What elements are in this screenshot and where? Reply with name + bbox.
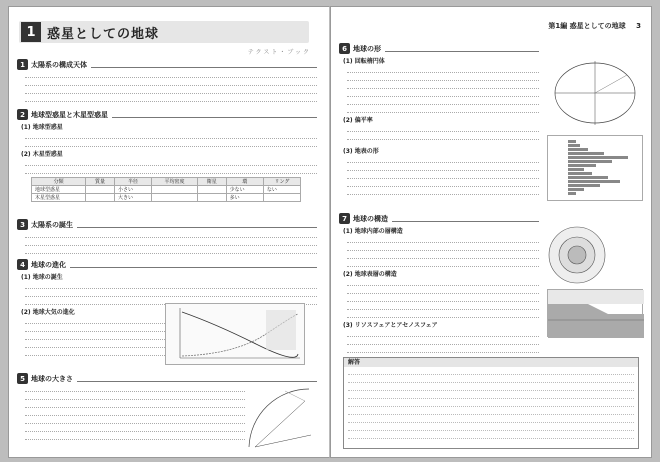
crust-section-diagram	[547, 289, 643, 337]
table-cell: 小さい	[114, 186, 151, 194]
histogram-bar	[568, 192, 576, 195]
section-1	[17, 59, 317, 102]
section-title: 地球の進化	[31, 260, 66, 269]
section-title: 地球の形	[353, 44, 381, 53]
section-number: 2	[17, 109, 28, 120]
running-head	[540, 21, 641, 31]
item-label: (2) 偏平率	[343, 117, 373, 124]
planet-table	[31, 177, 301, 202]
table-cell: 地球型惑星	[32, 186, 86, 194]
histogram-bar	[568, 140, 576, 143]
histogram-bar	[568, 148, 588, 151]
histogram-bar	[568, 164, 596, 167]
chapter-subtitle: テクスト・ブック	[247, 49, 311, 56]
item-label: (2) 木星型惑星	[21, 151, 63, 158]
item-label: (3) リソスフェアとアセノスフェア	[343, 322, 438, 329]
earth-layers-diagram	[547, 225, 643, 285]
histogram-bar	[568, 156, 628, 159]
histogram-bar	[568, 168, 584, 171]
histogram-bar	[568, 176, 608, 179]
table-cell	[86, 186, 115, 194]
section-number: 3	[17, 219, 28, 230]
table-cell	[197, 186, 226, 194]
section-title: 地球型惑星と木星型惑星	[31, 110, 108, 119]
item-label: (1) 地球内部の層構造	[343, 228, 403, 235]
histogram-bars	[548, 136, 644, 202]
section-number: 6	[339, 43, 350, 54]
table-cell: 木星型惑星	[32, 194, 86, 202]
table-header: 衛星	[197, 178, 226, 186]
answer-box-title: 解答	[344, 358, 638, 367]
item-label: (2) 地球表層の構造	[343, 271, 397, 278]
section-title: 地球の大きさ	[31, 374, 73, 383]
histogram-bar	[568, 160, 612, 163]
item-label: (1) 地球の誕生	[21, 274, 63, 281]
section-2	[17, 109, 317, 202]
atmosphere-curves	[166, 304, 306, 366]
table-cell	[86, 194, 115, 202]
table-cell: 多い	[226, 194, 263, 202]
chapter-title: 惑星としての地球	[47, 26, 160, 42]
histogram-bar	[568, 180, 620, 183]
section-6	[339, 43, 539, 195]
atmosphere-graph	[165, 303, 305, 365]
running-head-text: 第1編 惑星としての地球	[548, 22, 626, 30]
table-cell	[197, 194, 226, 202]
eratosthenes-diagram	[245, 385, 317, 451]
table-header: 環	[226, 178, 263, 186]
section-title: 太陽系の構成天体	[31, 60, 87, 69]
section-number: 5	[17, 373, 28, 384]
section-title: 太陽系の誕生	[31, 220, 73, 229]
table-cell	[152, 194, 198, 202]
histogram-bar	[568, 152, 604, 155]
answer-box	[343, 357, 639, 449]
section-number: 7	[339, 213, 350, 224]
right-page	[330, 6, 652, 458]
section-7	[339, 213, 539, 353]
table-header: 平均密度	[152, 178, 198, 186]
table-header: 質量	[86, 178, 115, 186]
item-label: (2) 地球大気の進化	[21, 309, 75, 316]
histogram-bar	[568, 144, 580, 147]
page-spread	[8, 6, 652, 458]
section-number: 4	[17, 259, 28, 270]
left-page	[8, 6, 330, 458]
section-title: 地球の構造	[353, 214, 388, 223]
table-cell: 大きい	[114, 194, 151, 202]
table-cell: ない	[263, 186, 300, 194]
chapter-number: 1	[21, 22, 41, 42]
histogram-bar	[568, 172, 592, 175]
table-header: 半径	[114, 178, 151, 186]
item-label: (1) 地球型惑星	[21, 124, 63, 131]
table-cell	[152, 186, 198, 194]
page-number: 3	[636, 22, 641, 30]
section-3	[17, 219, 317, 254]
elevation-histogram	[547, 135, 643, 201]
chapter-header	[19, 21, 309, 43]
table-row	[32, 186, 301, 194]
item-label: (1) 回転楕円体	[343, 58, 385, 65]
table-cell: 少ない	[226, 186, 263, 194]
histogram-bar	[568, 184, 600, 187]
table-cell	[263, 194, 300, 202]
section-number: 1	[17, 59, 28, 70]
item-label: (3) 地表の形	[343, 148, 379, 155]
table-row	[32, 194, 301, 202]
ellipse-diagram	[547, 57, 643, 127]
table-header: 分類	[32, 178, 86, 186]
table-header: リング	[263, 178, 300, 186]
histogram-bar	[568, 188, 584, 191]
